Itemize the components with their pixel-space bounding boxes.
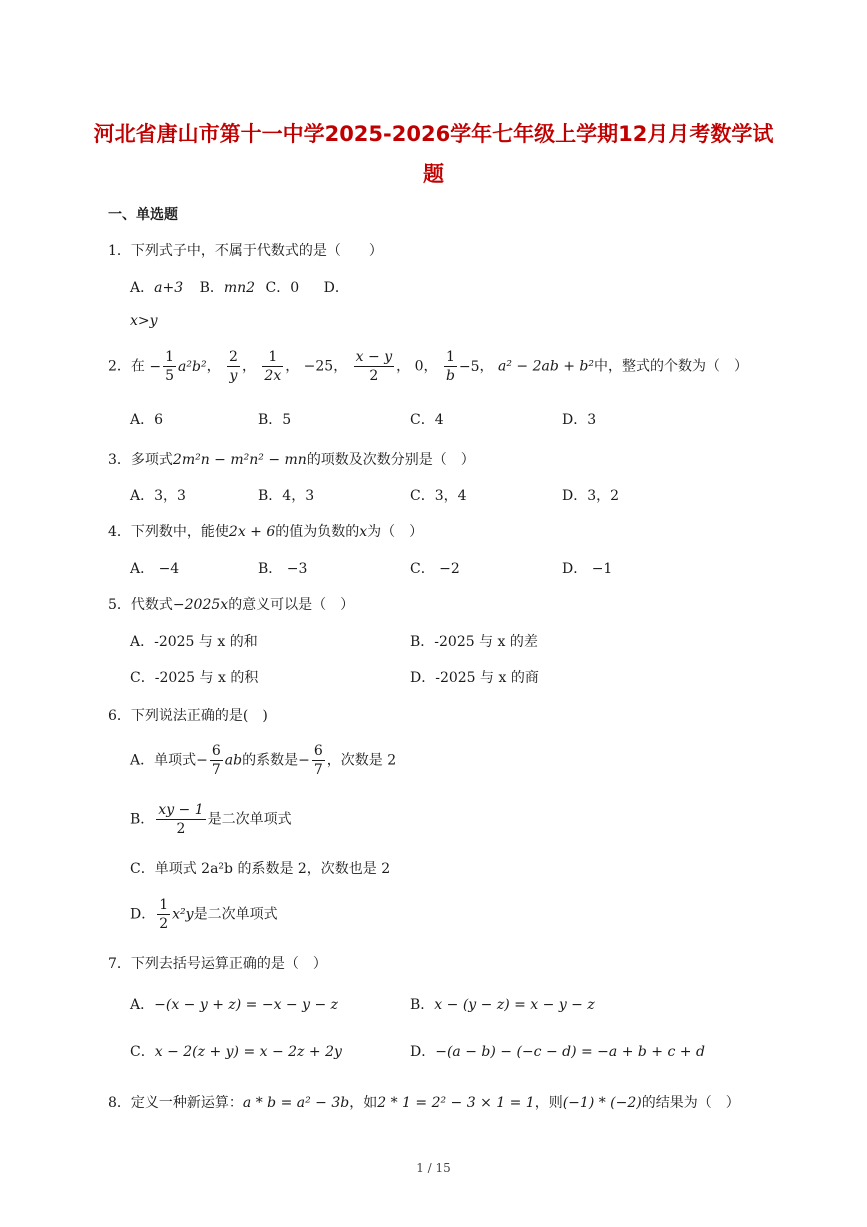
option-d-value: x>y [130,313,158,329]
q6-a-mid: 的系数是 [242,752,299,769]
q6-d-suffix: 是二次单项式 [193,906,278,923]
q6-d-den: 2 [159,916,169,932]
q2-f2-den: y [229,368,238,384]
q8-example: 2 * 1 = 2² − 3 × 1 = 1 [377,1095,535,1111]
q2-f2 [227,348,240,385]
q6-b-suffix: 是二次单项式 [207,811,292,828]
q5-option-d: D．-2025 与 x 的商 [410,670,539,686]
q4-prefix: 4．下列数中，能使 [108,524,229,540]
q6-option-b [130,801,292,838]
q7-a-label: A． [130,997,155,1013]
section-heading: 一、单选题 [108,207,178,223]
q2-option-b: B．5 [258,412,292,428]
q7-c-label: C． [130,1044,155,1060]
q5-suffix: 的意义可以是（ ） [228,597,355,613]
q2-prefix: 2．在 [108,358,145,375]
q4-middle: 的值为负数的 [275,524,360,540]
q2-f5 [444,348,457,385]
q2-f4-den: 2 [369,368,379,384]
option-c-label: C． [265,280,291,296]
q5-expr: −2025x [172,597,229,613]
q7-c-value: x − 2(z + y) = x − 2z + 2y [154,1044,342,1060]
q7-a-value: −(x − y + z) = −x − y − z [154,997,339,1013]
q6-b-frac [156,801,205,838]
q2-option-c: C．4 [410,412,444,428]
q2-term-5 [442,349,480,384]
option-a-value: a+3 [154,280,184,296]
q8-expr: (−1) * (−2) [562,1095,642,1111]
q7-b-value: x − (y − z) = x − y − z [434,997,595,1013]
q3-option-c: C．3，4 [410,488,467,504]
q6-option-c: C．单项式 2a²b 的系数是 2，次数也是 2 [130,861,391,877]
question-7-stem: 7．下列去括号运算正确的是（ ） [108,956,327,972]
question-6-stem: 6．下列说法正确的是( ) [108,708,268,724]
q2-f5-den: b [445,368,455,384]
q4-option-c [410,558,460,578]
q5-option-c: C．-2025 与 x 的积 [130,670,259,686]
q4-suffix: 为（ ） [367,524,424,540]
q8-prefix: 8．定义一种新运算： [108,1095,243,1111]
q8-suffix: 的结果为（ ） [641,1095,740,1111]
q6-d-var: x²y [172,906,194,923]
q3-expr: 2m²n − m²n² − mn [172,452,307,468]
q2-f5-rest: −5 [458,358,480,375]
q3-option-b: B．4，3 [258,488,315,504]
q4-c-value: −2 [439,561,460,577]
q2-f1-num: 1 [165,349,175,365]
q6-b-den: 2 [176,821,186,837]
q2-term-1 [149,349,207,384]
q6-option-d [130,896,278,933]
q2-option-a: A．6 [130,412,164,428]
q7-option-c [130,1041,342,1061]
q2-zero: 0 [414,358,424,375]
q2-f1-sign: − [149,358,162,375]
q4-option-b [258,558,307,578]
q3-option-d: D．3，2 [562,488,620,504]
q6-a-den: 7 [211,762,221,778]
q8-mid1: ，如 [349,1095,378,1111]
q7-b-label: B． [410,997,435,1013]
q6-a-coef-den: 7 [313,762,323,778]
q6-a-coef [312,742,325,779]
q4-a-value: −4 [158,561,180,577]
question-5-stem [108,594,354,614]
q4-option-a [130,558,179,578]
q2-f3-den: 2x [264,368,282,384]
q3-option-a: A．3，3 [130,488,186,504]
q2-f1-rest: a²b² [178,358,207,375]
q7-d-label: D． [410,1044,436,1060]
q7-option-a [130,994,338,1014]
page-title-line-1: 河北省唐山市第十一中学2025-2026学年七年级上学期12月月考数学试 [93,122,774,146]
question-2-stem: 2．在 − $\frac{1}{5}$ a²b²， $\frac{2}{y}$ ， $\frac{1}{2x}$ ， −25， $\frac{x - y}{2}$ ， 0， $\frac{1}{b}$ −5， a² − 2ab + b²中，整式的个数为（ ） [108,349,749,384]
q5-option-a: A．-2025 与 x 的和 [130,634,258,650]
q6-d-num: 1 [159,897,169,913]
question-1-stem: 1．下列式子中，不属于代数式的是（ ） [108,243,383,259]
q5-prefix: 5．代数式 [108,597,173,613]
option-d-label: D． [323,280,349,296]
q2-f1-den: 5 [165,368,175,384]
q6-a-num: 6 [211,743,221,759]
q3-suffix: 的项数及次数分别是（ ） [306,452,475,468]
q2-f1 [163,348,176,385]
q4-option-d [562,558,612,578]
q4-var: x [359,524,368,540]
option-b-label: B． [199,280,224,296]
option-b-value: mn2 [223,280,256,296]
q3-prefix: 3．多项式 [108,452,173,468]
q5-option-b: B．-2025 与 x 的差 [410,634,538,650]
question-8-stem [108,1092,740,1112]
question-4-stem [108,521,423,541]
q2-v25: −25 [303,358,334,375]
page-title-line-2: 题 [423,162,444,186]
q4-d-label: D． [562,561,588,577]
q4-b-label: B． [258,561,283,577]
option-c-value: 0 [290,280,300,296]
q2-f3 [262,348,283,385]
q6-d-label: D． [130,906,156,923]
q2-option-d: D．3 [562,412,597,428]
q2-suffix: 中，整式的个数为（ ） [594,358,749,375]
q4-a-label: A． [130,561,155,577]
q8-mid2: ，则 [534,1095,563,1111]
q6-option-a: A．单项式− $\frac{6}{7}$ ab的系数是− $\frac{6}{7}$ ，次数是 2 [130,743,397,778]
q2-f4 [354,348,394,385]
q7-option-b [410,994,595,1014]
question-1-options [130,277,349,297]
q6-a-frac [210,742,223,779]
q2-f4-num: x − y [355,349,393,365]
q6-a-var: ab [224,752,243,769]
q6-a-coef-num: 6 [313,743,323,759]
q6-a-suffix: ，次数是 2 [326,752,397,769]
q4-expr: 2x + 6 [228,524,276,540]
question-3-stem [108,449,475,469]
q2-f2-num: 2 [229,349,238,365]
q4-b-value: −3 [286,561,308,577]
q7-d-value: −(a − b) − (−c − d) = −a + b + c + d [435,1044,705,1060]
q2-f5-num: 1 [444,348,457,367]
q2-f3-num: 1 [262,348,283,367]
q2-poly: a² − 2ab + b² [498,358,595,375]
page-number: 1 / 15 [416,1161,451,1175]
option-a-label: A． [130,280,155,296]
q4-d-value: −1 [591,561,613,577]
q6-a-prefix: A．单项式 [130,752,197,769]
q6-b-num: xy − 1 [158,802,204,818]
q4-c-label: C． [410,561,435,577]
q6-d-frac [157,896,170,933]
q8-def: a * b = a² − 3b [242,1095,350,1111]
q6-b-label: B． [130,811,155,828]
q7-option-d [410,1041,705,1061]
